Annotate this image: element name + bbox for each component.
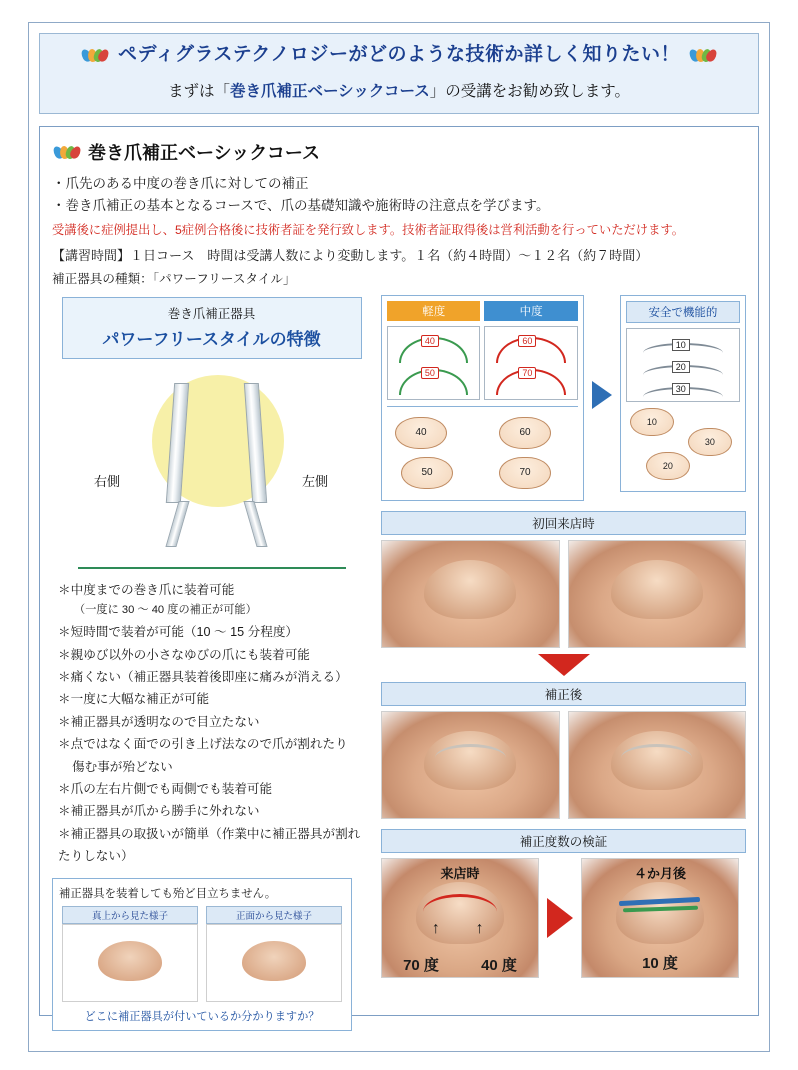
discreet-photo-left [62,906,198,1002]
feature-item-9: 傷む事が殆どない [72,759,173,774]
arc-label-50: 50 [421,367,439,379]
down-arrow-icon [538,654,590,676]
safe-oval-30: 30 [688,428,732,456]
arc-label-70: 70 [518,367,536,379]
peacock-logo-icon-3 [54,143,80,161]
right-column [381,295,746,1031]
feature-item-10: ＊爪の左右片側でも両側でも装着可能 [58,781,273,796]
feature-item-1: ＊中度までの巻き爪に装着可能 [58,582,235,597]
flat-label-20: 20 [672,361,690,373]
brace-left-tail [165,501,189,547]
safe-ovals [626,402,740,486]
safe-box [620,295,746,492]
severity-separator [387,406,578,407]
verify-before-degrees [382,954,538,975]
flat-label-30: 30 [672,383,690,395]
document-page [28,22,770,1052]
after-title: 補正後 [381,682,746,706]
green-divider [78,567,346,569]
left-column [52,295,371,1031]
severity-headers [387,301,578,321]
feature-item-8: ＊点ではなく面での引き上げ法なので爪が割れたり [58,737,348,752]
feature-list [52,579,371,868]
discreet-photo-right [206,906,342,1002]
label-right-side: 右側 [94,473,121,489]
course-note-time: 【講習時間】１日コース 時間は受講人数により変動します。１名（約４時間）～１２名（約７時間） [52,247,649,263]
nail-shape [98,941,162,981]
severity-cell-medium [484,326,577,400]
nail-shape-6 [611,731,703,790]
severity-diagram [381,295,746,501]
course-note-device: 補正器具の種類：「パワーフリースタイル」 [52,271,296,286]
verify-degree-70: 70 度 [403,956,439,974]
feature-item-7: ＊補正器具が透明なので目立たない [58,714,260,729]
nail-shape-3 [424,560,516,619]
safe-oval-20: 20 [646,452,690,480]
feature-item-12: ＊補正器具の取扱いが簡単（作業中に補正器具が割れたりしない） [58,826,361,864]
course-title-row [54,139,746,165]
arc-label-60: 60 [518,335,536,347]
first-visit-title: 初回来店時 [381,511,746,535]
device-illustration [52,363,371,563]
feature-item-3: ＊短時間で装着が可能（10 ～ 15 分程度） [58,625,299,640]
feature-heading-box [62,297,362,359]
safe-oval-10: 10 [630,408,674,436]
oval-70: 70 [499,457,551,489]
verify-degree-40: 40 度 [481,956,517,974]
peacock-logo-icon [82,46,108,64]
oval-40: 40 [395,417,447,449]
nail-shape-7 [416,882,503,943]
process-arrow-icon [592,381,612,409]
severity-cells [387,326,578,400]
banner-sub-highlight: 巻き爪補正ベーシックコース [229,82,430,100]
discreet-caption-top: 補正器具を装着しても殆ど目立ちません。 [59,887,277,900]
severity-header-light: 軽度 [387,301,480,321]
verify-before-caption: 来店時 [440,865,480,881]
oval-50: 50 [401,457,453,489]
safe-lines [626,328,740,402]
nail-shape-2 [242,941,306,981]
oval-60: 60 [499,417,551,449]
after-section [381,682,746,819]
label-left-side: 左側 [302,473,329,489]
feature-item-11: ＊補正器具が爪から勝手に外れない [58,804,260,819]
nail-shape-4 [611,560,703,619]
verify-after-caption: ４か月後 [633,865,686,881]
severity-ovals [387,413,578,495]
header-banner [39,33,759,114]
nail-shape-8 [616,882,703,943]
verify-section [381,829,746,978]
feature-heading-big: パワーフリースタイルの特徴 [102,329,321,349]
verify-photo-after [581,858,739,978]
verify-title: 補正度数の検証 [381,829,746,853]
feature-item-5: ＊痛くない（補正器具装着後即座に痛みが消える） [58,669,348,684]
feature-item-2: （一度に 30 ～ 40 度の補正が可能） [74,604,257,617]
feature-item-6: ＊一度に大幅な補正が可能 [58,692,210,707]
verify-photo-before [381,858,539,978]
after-photo-2 [568,711,747,819]
course-title-text: 巻き爪補正ベーシックコース [88,142,321,163]
after-photos [381,711,746,819]
severity-box [381,295,584,501]
flat-label-10: 10 [672,339,690,351]
banner-title-text: ペディグラステクノロジーがどのような技術か詳しく知りたい！ [118,44,680,65]
discreet-photos-box [52,878,352,1031]
content-columns [52,295,746,1031]
verify-after-degree: 10 度 [642,954,678,972]
after-photo-1 [381,711,560,819]
feature-heading-small: 巻き爪補正器具 [167,306,256,321]
toe-photo-top-view [62,924,198,1002]
verify-photos-row [381,858,746,978]
banner-sub-post: 」の受講をお勧め致します。 [429,82,631,100]
feature-item-4: ＊親ゆび以外の小さなゆびの爪にも装着可能 [58,647,310,662]
banner-subtitle [46,79,752,101]
arrow-up-icon-left: ↑ [431,920,440,938]
safe-title: 安全で機能的 [626,301,740,323]
first-visit-photo-1 [381,540,560,648]
nail-shape-5 [424,731,516,790]
brace-right-tail [243,501,267,547]
course-bullets [52,173,746,218]
arc-label-40: 40 [421,335,439,347]
first-visit-section [381,511,746,648]
banner-title-row [46,44,752,67]
toe-photo-front-view [206,924,342,1002]
verify-arrow-icon [547,898,573,938]
first-visit-photo-2 [568,540,747,648]
course-box [39,126,759,1023]
severity-header-medium: 中度 [484,301,577,321]
course-bullet-2: ・巻き爪補正の基本となるコースで、爪の基礎知識や施術時の注意点を学びます。 [52,198,550,214]
course-bullet-1: ・爪先のある中度の巻き爪に対しての補正 [52,175,309,191]
first-visit-photos [381,540,746,648]
severity-cell-light [387,326,480,400]
discreet-caption-bottom: どこに補正器具が付いているか分かりますか？ [84,1010,320,1023]
arrow-up-icon-right: ↑ [475,920,484,938]
peacock-logo-icon-2 [690,46,716,64]
discreet-label-right: 正面から見た様子 [206,906,342,924]
course-note-red: 受講後に症例提出し、5症例合格後に技術者証を発行致します。技術者証取得後は営利活動を行っていただけます。 [52,223,685,238]
banner-sub-pre: まずは「 [167,82,230,100]
discreet-photo-row [59,906,345,1002]
discreet-label-left: 真上から見た様子 [62,906,198,924]
